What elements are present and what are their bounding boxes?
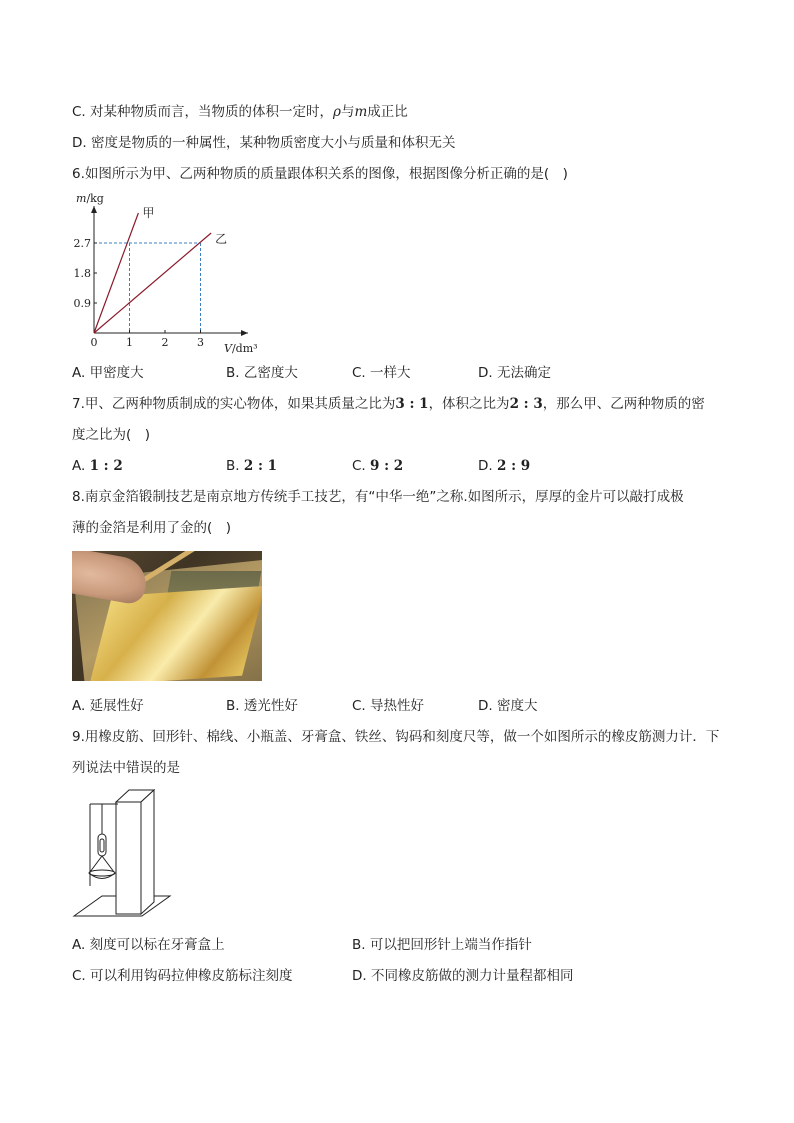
- q7-option-b: B. 2 : 1: [226, 458, 278, 474]
- x-tick-label-0: 1: [126, 336, 133, 349]
- q7-option-a: A. 1 : 2: [72, 458, 123, 474]
- q9-option-c: C. 可以利用钩码拉伸橡皮筋标注刻度: [72, 968, 293, 984]
- y-axis-arrow: [91, 206, 97, 213]
- ratio-volume: 2 : 3: [509, 396, 543, 412]
- x-axis-arrow: [241, 330, 248, 336]
- y-tick-label-2: 2.7: [73, 237, 91, 250]
- x-tick-label-1: 2: [161, 336, 169, 349]
- q8-option-a: A. 延展性好: [72, 698, 144, 714]
- q6-option-b: B. 乙密度大: [226, 365, 298, 381]
- series-line-1: [94, 233, 211, 333]
- q9-option-b: B. 可以把回形针上端当作指针: [352, 937, 532, 953]
- q7-option-d: D. 2 : 9: [478, 458, 531, 474]
- y-tick-label-1: 1.8: [73, 267, 91, 280]
- series-label-1: 乙: [215, 232, 228, 246]
- y-axis-label: m/kg: [76, 192, 104, 205]
- question-7-line2: 度之比为( ): [72, 427, 151, 443]
- rho-symbol: ρ: [333, 104, 341, 120]
- option-d-line: D. 密度是物质的一种属性，某种物质密度大小与质量和体积无关: [72, 135, 456, 151]
- series-line-0: [94, 213, 138, 333]
- m-symbol: m: [354, 104, 368, 120]
- mass-volume-chart: [72, 188, 272, 358]
- question-6: 6.如图所示为甲、乙两种物质的质量跟体积关系的图像，根据图像分析正确的是( ): [72, 166, 568, 182]
- q9-option-d: D. 不同橡皮筋做的测力计量程都相同: [352, 968, 574, 984]
- question-9-line1: 9.用橡皮筋、回形针、棉线、小瓶盖、牙膏盒、铁丝、钩码和刻度尺等，做一个如图所示的橡皮筋测力计．下: [72, 729, 720, 745]
- q7-option-c: C. 9 : 2: [352, 458, 404, 474]
- gold-foil-photo: [72, 551, 262, 681]
- y-tick-label-0: 0.9: [73, 297, 91, 310]
- question-7-line1: 7.甲、乙两种物质制成的实心物体，如果其质量之比为3 : 1，体积之比为2 : 3，那么甲、乙两种物质的密: [72, 396, 705, 412]
- q6-option-c: C. 一样大: [352, 365, 411, 381]
- series-label-0: 甲: [142, 206, 155, 220]
- question-8-line1: 8.南京金箔锻制技艺是南京地方传统手工技艺，有“中华一绝”之称.如图所示，厚厚的金片可以敲打成极: [72, 489, 684, 505]
- question-8-line2: 薄的金箔是利用了金的( ): [72, 520, 232, 536]
- q8-option-b: B. 透光性好: [226, 698, 298, 714]
- q8-option-d: D. 密度大: [478, 698, 538, 714]
- q6-option-d: D. 无法确定: [478, 365, 551, 381]
- rubber-band-dynamometer-diagram: [72, 786, 172, 921]
- x-axis-label: V/dm³: [224, 342, 258, 355]
- ratio-mass: 3 : 1: [395, 396, 429, 412]
- q8-option-c: C. 导热性好: [352, 698, 425, 714]
- question-9-line2: 列说法中错误的是: [72, 760, 180, 776]
- x-tick-label-2: 3: [197, 336, 204, 349]
- option-c-line: C. 对某种物质而言，当物质的体积一定时，ρ与m成正比: [72, 104, 408, 120]
- origin-label: 0: [90, 336, 98, 349]
- q9-option-a: A. 刻度可以标在牙膏盒上: [72, 937, 225, 953]
- q6-option-a: A. 甲密度大: [72, 365, 144, 381]
